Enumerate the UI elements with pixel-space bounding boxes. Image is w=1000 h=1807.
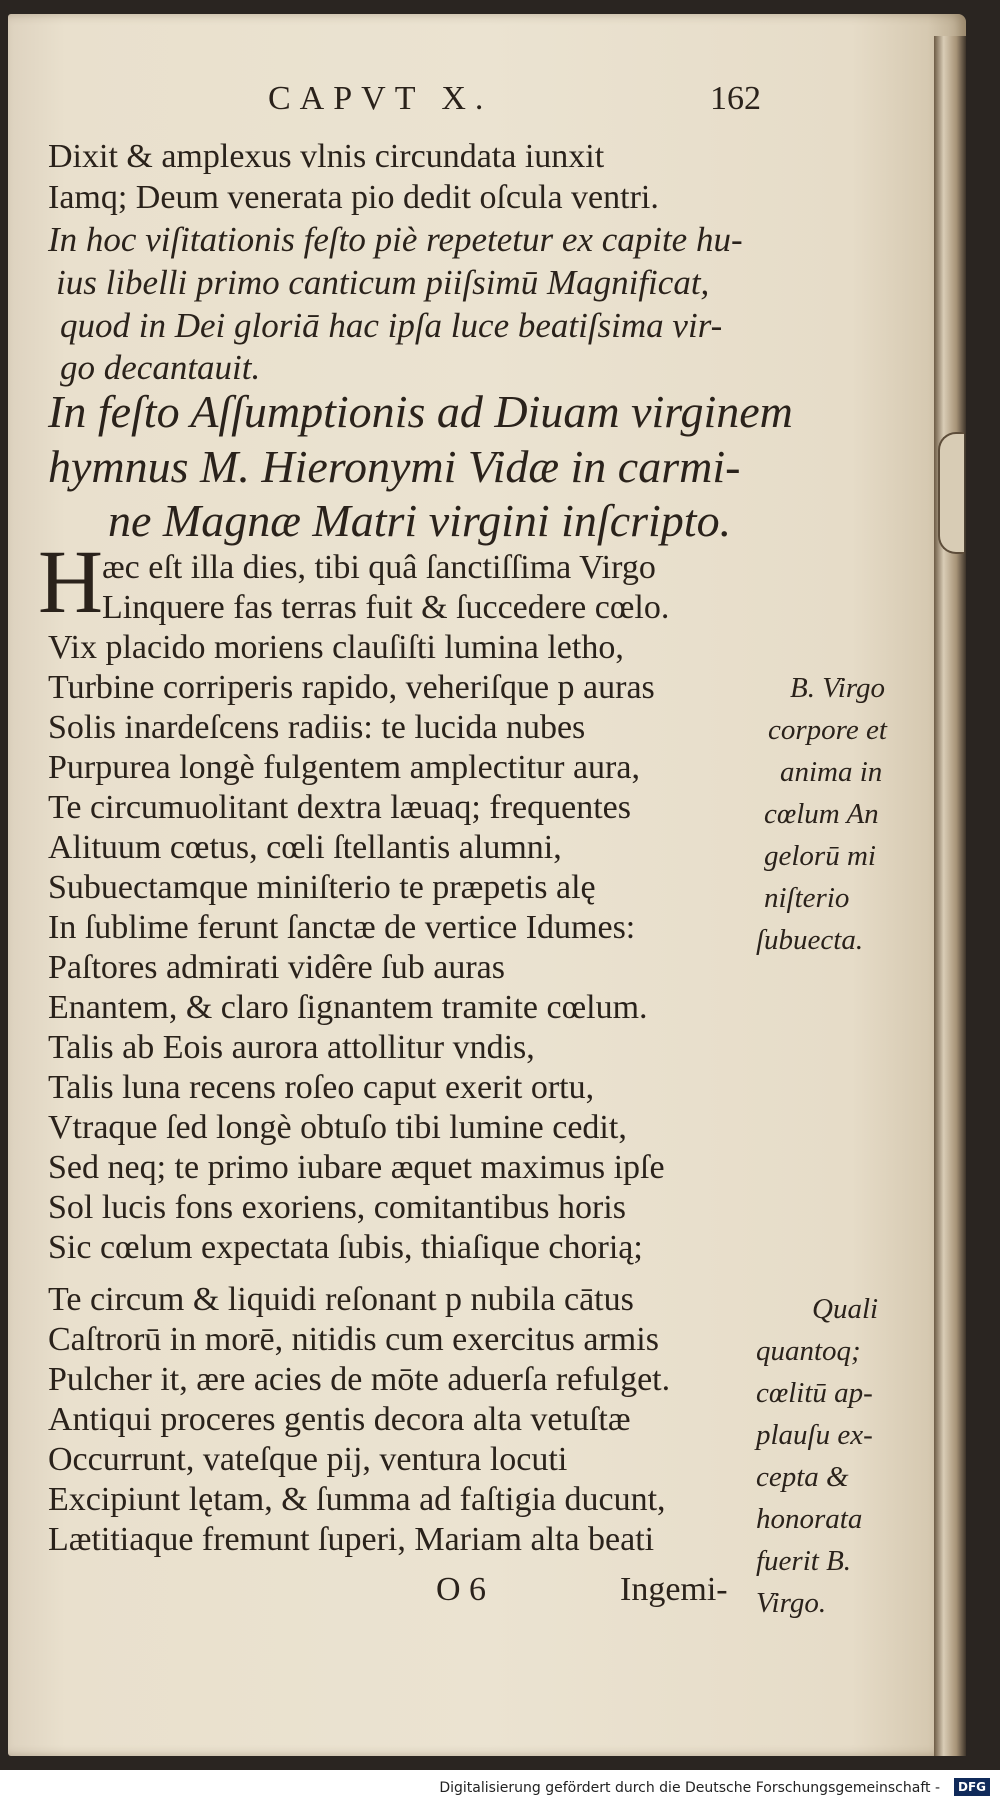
running-head: CAPVT X. [268, 80, 493, 117]
rubric-line: go decantauit. [60, 348, 261, 387]
drop-cap: H [38, 533, 103, 632]
margin-note-line: Quali [812, 1293, 879, 1325]
digitization-footer [0, 1770, 1000, 1807]
signature-mark: O 6 [436, 1571, 487, 1608]
poem-line: Sic cœlum expectata ſubis, thiaſique chorią; [48, 1229, 643, 1266]
margin-note-line: honorata [756, 1503, 863, 1535]
poem-line: Paſtores admirati vidêre ſub auras [48, 949, 505, 986]
poem-line: Lætitiaque fremunt ſuperi, Mariam alta beati [48, 1521, 655, 1558]
margin-note-line: plauſu ex- [756, 1419, 873, 1451]
poem-line: Subuectamque miniſterio te præpetis alę [48, 869, 596, 906]
poem-line: Vtraque ſed longè obtuſo tibi lumine cedit, [48, 1109, 627, 1146]
poem-line: Te circum & liquidi reſonant p nubila cātus [48, 1281, 634, 1318]
section-heading-line: ne Magnæ Matri virgini inſcripto. [108, 495, 732, 546]
margin-note-line: corpore et [768, 714, 887, 746]
text-line: Dixit & amplexus vlnis circundata iunxit [48, 138, 605, 175]
margin-note-line: cœlitū ap- [756, 1377, 873, 1409]
poem-line: Vix placido moriens clauſiſti lumina letho, [48, 629, 624, 666]
poem-line: Sed neq; te primo iubare æquet maximus ipſe [48, 1149, 665, 1186]
page-fore-edge [934, 36, 966, 1756]
poem-line: In ſublime ferunt ſanctæ de vertice Idumes: [48, 909, 636, 946]
margin-note-line: gelorū mi [764, 840, 876, 872]
margin-note-line: B. Virgo [790, 672, 886, 704]
margin-note-line: niſterio [764, 882, 850, 914]
margin-note-line: cepta & [756, 1461, 849, 1493]
poem-line: Linquere fas terras fuit & ſuccedere cœlo. [102, 589, 670, 626]
catchword: Ingemi- [620, 1571, 728, 1608]
margin-note-line: anima in [780, 756, 883, 788]
poem-line: Pulcher it, ære acies de mōte aduerſa refulget. [48, 1361, 671, 1398]
poem-line: Enantem, & claro ſignantem tramite cœlum. [48, 989, 648, 1026]
poem-line: Te circumuolitant dextra læuaq; frequentes [48, 789, 631, 826]
poem-line: Talis luna recens roſeo caput exerit ortu, [48, 1069, 595, 1106]
margin-note-line: Virgo. [756, 1587, 827, 1619]
margin-note-line: cœlum An [764, 798, 879, 830]
rubric-line: ius libelli primo canticum piiſsimū Magnificat, [56, 263, 710, 302]
poem-line: Solis inardeſcens radiis: te lucida nubes [48, 709, 586, 746]
margin-note-line: ſubuecta. [756, 924, 864, 956]
poem-line: Alituum cœtus, cœli ſtellantis alumni, [48, 829, 562, 866]
dfg-logo: DFG [954, 1778, 990, 1796]
poem-line: Turbine corriperis rapido, veheriſque p auras [48, 669, 655, 706]
margin-note-line: fuerit B. [756, 1545, 852, 1577]
rubric-line: quod in Dei gloriā hac ipſa luce beatiſsima vir- [60, 306, 723, 345]
margin-note-line: quantoq; [756, 1335, 861, 1367]
section-heading-line: hymnus M. Hieronymi Vidæ in carmi- [48, 441, 741, 492]
poem-line: Caſtrorū in morē, nitidis cum exercitus armis [48, 1321, 659, 1358]
rubric-line: In hoc viſitationis feſto piè repetetur ex capite hu- [48, 220, 743, 259]
poem-line: Excipiunt lętam, & ſumma ad faſtigia ducunt, [48, 1481, 666, 1518]
poem-line: Sol lucis fons exoriens, comitantibus horis [48, 1189, 626, 1226]
section-heading-line: In feſto Aſſumptionis ad Diuam virginem [48, 386, 793, 437]
poem-line: Antiqui proceres gentis decora alta vetuſtæ [48, 1401, 631, 1438]
poem-line: Talis ab Eois aurora attollitur vndis, [48, 1029, 535, 1066]
poem-line: æc eſt illa dies, tibi quâ ſanctiſſima Virgo [102, 549, 656, 586]
poem-line: Occurrunt, vateſque pij, ventura locuti [48, 1441, 568, 1478]
poem-line: Purpurea longè fulgentem amplectitur aura, [48, 749, 640, 786]
text-line: Iamq; Deum venerata pio dedit oſcula ventri. [48, 179, 659, 216]
book-clasp-tab [938, 432, 964, 554]
footer-credit: Digitalisierung gefördert durch die Deutsche Forschungsgemeinschaft - [439, 1780, 940, 1796]
folio-number: 162 [710, 80, 761, 117]
